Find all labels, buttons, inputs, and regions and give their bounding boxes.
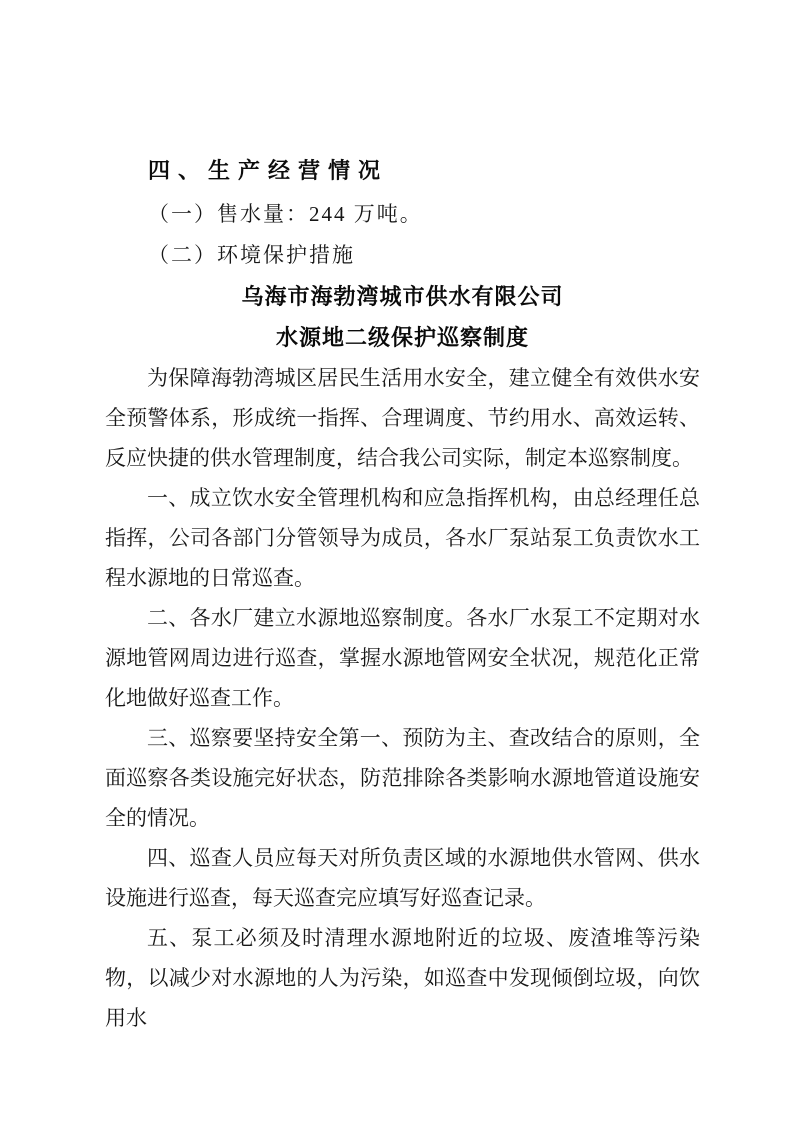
body-paragraph: 四、巡查人员应每天对所负责区域的水源地供水管网、供水设施进行巡查，每天巡查完应填写好巡查记录。 [105,846,700,910]
body-paragraph: 二、各水厂建立水源地巡察制度。各水厂水泵工不定期对水源地管网周边进行巡查，掌握水源地管网安全状况，规范化正常化地做好巡查工作。 [105,606,700,710]
section-heading: 四、生产经营情况 [148,158,389,183]
list-item-environment-protection: （二）环境保护措施 [148,243,355,267]
list-item-water-sales: （一）售水量：244 万吨。 [148,202,423,226]
body-paragraph: 为保障海勃湾城区居民生活用水安全，建立健全有效供水安全预警体系，形成统一指挥、合理调度、节约用水、高效运转、反应快捷的供水管理制度，结合我公司实际，制定本巡察制度。 [105,366,700,470]
document-body [105,358,700,1038]
body-paragraph: 一、成立饮水安全管理机构和应急指挥机构，由总经理任总指挥，公司各部门分管领导为成员，各水厂泵站泵工负责饮水工程水源地的日常巡查。 [105,486,700,590]
body-paragraph: 五、泵工必须及时清理水源地附近的垃圾、废渣堆等污染物，以减少对水源地的人为污染，如巡查中发现倾倒垃圾，向饮用水 [105,926,700,1030]
body-paragraph: 三、巡察要坚持安全第一、预防为主、查改结合的原则，全面巡察各类设施完好状态，防范排除各类影响水源地管道设施安全的情况。 [105,726,700,830]
document-content [105,148,700,1038]
document-subtitle: 水源地二级保护巡察制度 [275,325,529,350]
document-title: 乌海市海勃湾城市供水有限公司 [241,284,564,309]
